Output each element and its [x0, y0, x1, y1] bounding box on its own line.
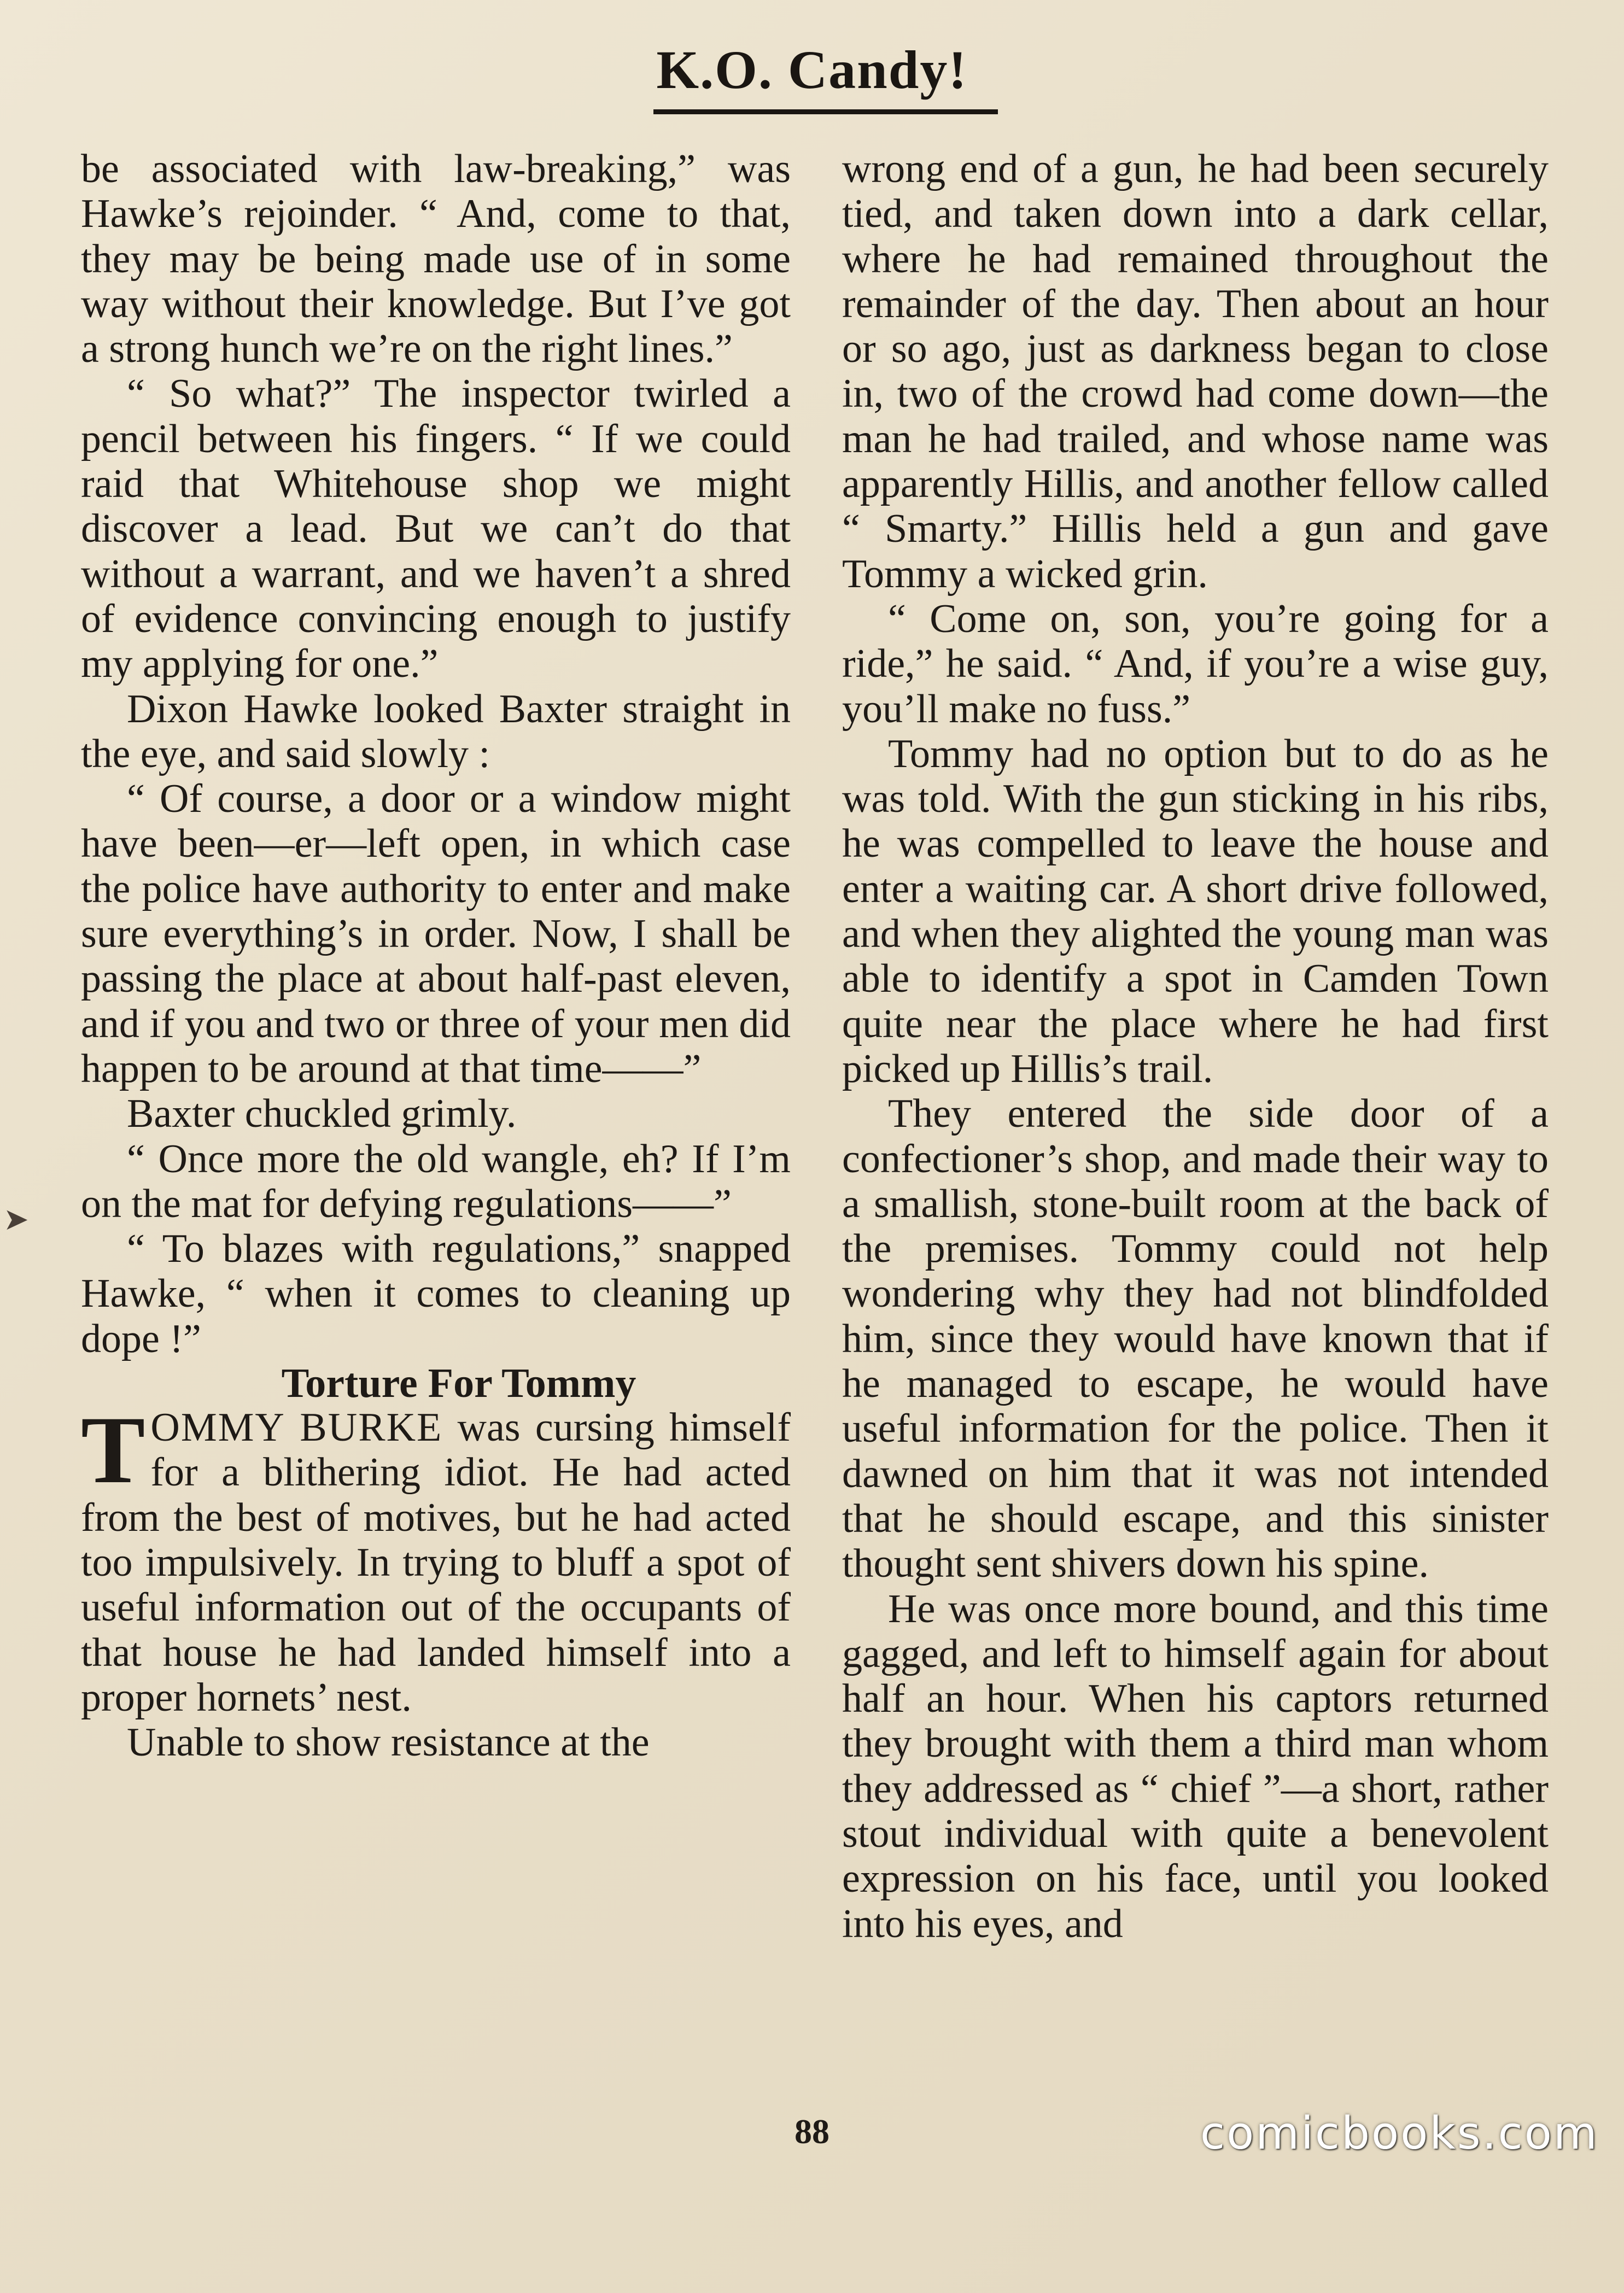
dropcap-lead: OMMY BURKE: [150, 1405, 443, 1450]
paragraph: He was once more bound, and this time gagged, and left to himself again for about half an hour. When his captors returned they brought with them a third man whom they addressed as “ chief ”—a short, rather stout individual with quite a benevolent expression on his face, until you looked into his eyes, and: [842, 1586, 1549, 1946]
left-column: [81, 147, 791, 1765]
margin-arrow-mark: ➤: [3, 1202, 29, 1237]
paragraph: “ Of course, a door or a window might have been—er—left open, in which case the police have authority to enter and make sure everything’s in order. Now, I shall be passing the place at about half-past eleven, and if you and two or three of your men did happen to be around at that time——”: [81, 776, 791, 1091]
paragraph: “ Once more the old wangle, eh? If I’m on the mat for defying regulations——”: [81, 1136, 791, 1226]
paragraph: Baxter chuckled grimly.: [127, 1091, 517, 1137]
paragraph: “ So what?” The inspector twirled a pencil between his fingers. “ If we could raid that Whitehouse shop we might discover a lead. But we can’t do that without a warrant, and we haven’t a shred of evidence convincing enough to justify my applying for one.”: [81, 371, 791, 687]
paragraph: wrong end of a gun, he had been securely tied, and taken down into a dark cellar, where he had remained throughout the remainder of the day. Then about an hour or so ago, just as darkness began to close in, two of the crowd had come down—the man he had trailed, and whose name was apparently Hillis, and another fellow called “ Smarty.” Hillis held a gun and gave Tommy a wicked grin.: [842, 147, 1549, 596]
paragraph: Dixon Hawke looked Baxter straight in the eye, and said slowly :: [81, 686, 791, 776]
site-watermark: comicbooks.com: [1200, 2108, 1599, 2160]
paragraph: “ To blazes with regulations,” snapped Hawke, “ when it comes to cleaning up dope !”: [81, 1226, 791, 1361]
right-column: [842, 147, 1549, 1946]
paragraph: “ Come on, son, you’re going for a ride,” he said. “ And, if you’re a wise guy, you’ll make no fuss.”: [842, 596, 1549, 732]
page-title: K.O. Candy!: [656, 39, 968, 100]
drop-cap: T: [81, 1397, 145, 1504]
paragraph: Unable to show resistance at the: [127, 1720, 650, 1765]
paragraph: They entered the side door of a confectioner’s shop, and made their way to a smallish, stone-built room at the back of the premises. Tommy could not help wondering why they had not blindfolded him, since they would have known that if he managed to escape, he would have useful information for the police. Then it dawned on him that it was not intended that he should escape, and this sinister thought sent shivers down his spine.: [842, 1091, 1549, 1587]
dropcap-paragraph: [81, 1397, 791, 1720]
paragraph: Tommy had no option but to do as he was told. With the gun sticking in his ribs, he was compelled to leave the house and enter a waiting car. A short drive followed, and when they alighted the young man was able to identify a spot in Camden Town quite near the place where he had first picked up Hillis’s trail.: [842, 731, 1549, 1091]
paragraph: be associated with law-breaking,” was Hawke’s rejoinder. “ And, come to that, they may be being made use of in some way without their knowledge. But I’ve got a strong hunch we’re on the right lines.”: [81, 147, 791, 372]
dropcap-paragraph-text: was cursing himself for a blithering idiot. He had acted from the best of motives, but he had acted too impulsively. In trying to bluff a spot of useful information out of the occupants of that house he had landed himself into a proper hornets’ nest.: [81, 1405, 791, 1720]
section-heading: Torture For Tommy: [281, 1360, 636, 1407]
page-number: 88: [795, 2112, 829, 2151]
title-underline: [653, 109, 998, 114]
